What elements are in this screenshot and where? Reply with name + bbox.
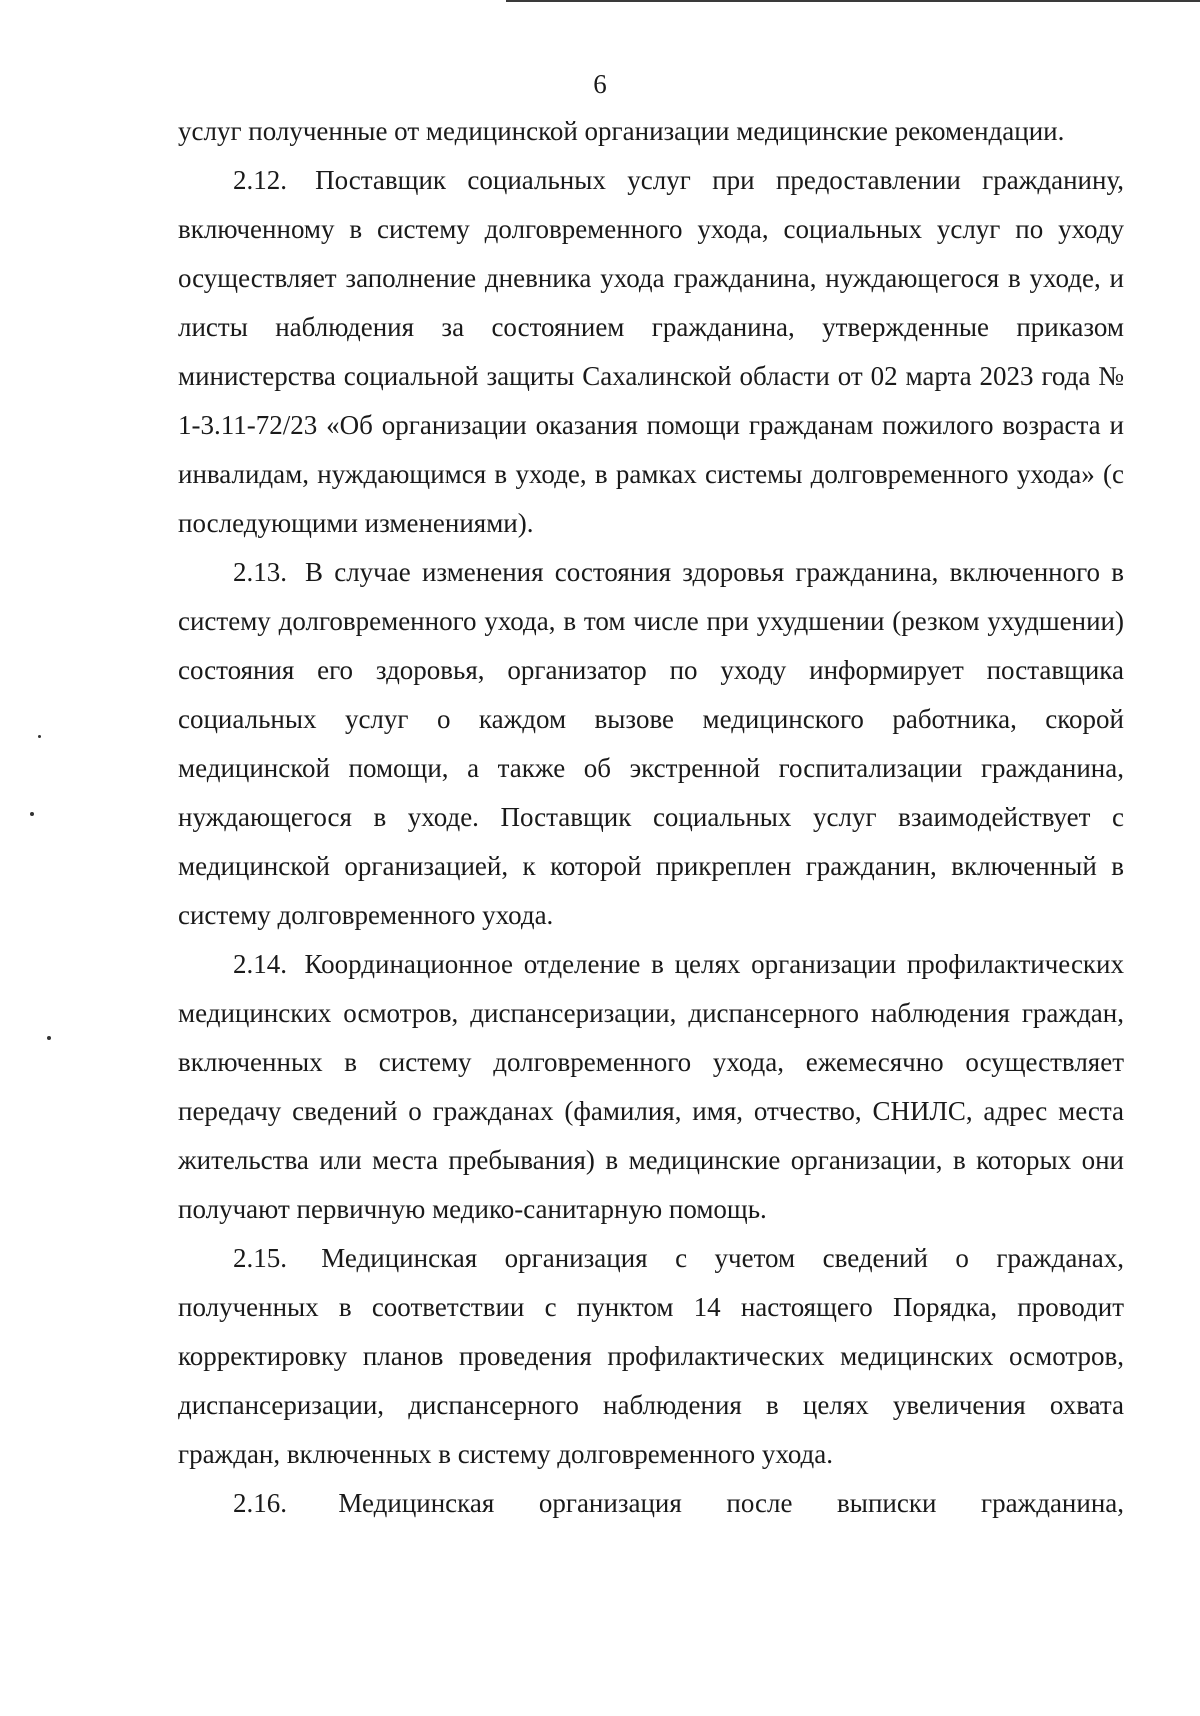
paragraph-text: В случае изменения состояния здоровья гражданина, включенного в систему долговременного ухода, в том числе при ухудшении (резком ухудшении) состояния его здоровья, организатор по уходу информирует поставщика социальных услуг о каждом вызове медицинского работника, скорой медицинской помощи, а также об экстренной госпитализации гражданина, нуждающегося в уходе. Поставщик социальных услуг взаимодействует с медицинской организацией, к которой прикреплен гражданин, включенный в систему долговременного ухода. [178, 557, 1124, 930]
paragraph-number: 2.14. [233, 949, 287, 979]
paragraph-text: Координационное отделение в целях организации профилактических медицинских осмотров, диспансеризации, диспансерного наблюдения граждан, включенных в систему долговременного ухода, ежемесячно осуществляет передачу сведений о гражданах (фамилия, имя, отчество, СНИЛС, адрес места жительства или места пребывания) в медицинские организации, в которых они получают первичную медико-санитарную помощь. [178, 949, 1124, 1224]
scan-speck [30, 812, 34, 816]
page-number: 6 [593, 69, 607, 99]
paragraph-2-14 [178, 940, 1124, 1234]
paragraph-2-12 [178, 156, 1124, 548]
paragraph-text: Поставщик социальных услуг при предоставлении гражданину, включенному в систему долговременного ухода, социальных услуг по уходу осуществляет заполнение дневника ухода гражданина, нуждающегося в уходе, и листы наблюдения за состоянием гражданина, утвержденные приказом министерства социальной защиты Сахалинской области от 02 марта 2023 года № 1-3.11-72/23 «Об организации оказания помощи гражданам пожилого возраста и инвалидам, нуждающимся в уходе, в рамках системы долговременного ухода» (с последующими изменениями). [178, 165, 1124, 538]
scan-speck [47, 1036, 51, 1040]
paragraph-text: услуг полученные от медицинской организации медицинские рекомендации. [178, 116, 1065, 146]
document-body [178, 107, 1124, 1528]
paragraph-2-16 [178, 1479, 1124, 1528]
paragraph-2-13 [178, 548, 1124, 940]
paragraph-number: 2.13. [233, 557, 287, 587]
paragraph-number: 2.12. [233, 165, 287, 195]
paragraph-continuation [178, 107, 1124, 156]
scan-speck [38, 735, 41, 738]
paragraph-2-15 [178, 1234, 1124, 1479]
paragraph-number: 2.15. [233, 1243, 287, 1273]
paragraph-number: 2.16. [233, 1488, 287, 1518]
paragraph-text: Медицинская организация с учетом сведений о гражданах, полученных в соответствии с пунктом 14 настоящего Порядка, проводит корректировку планов проведения профилактических медицинских осмотров, диспансеризации, диспансерного наблюдения в целях увеличения охвата граждан, включенных в систему долговременного ухода. [178, 1243, 1124, 1469]
paragraph-text: Медицинская организация после выписки гражданина, [338, 1488, 1125, 1518]
top-border-line [506, 0, 1200, 2]
